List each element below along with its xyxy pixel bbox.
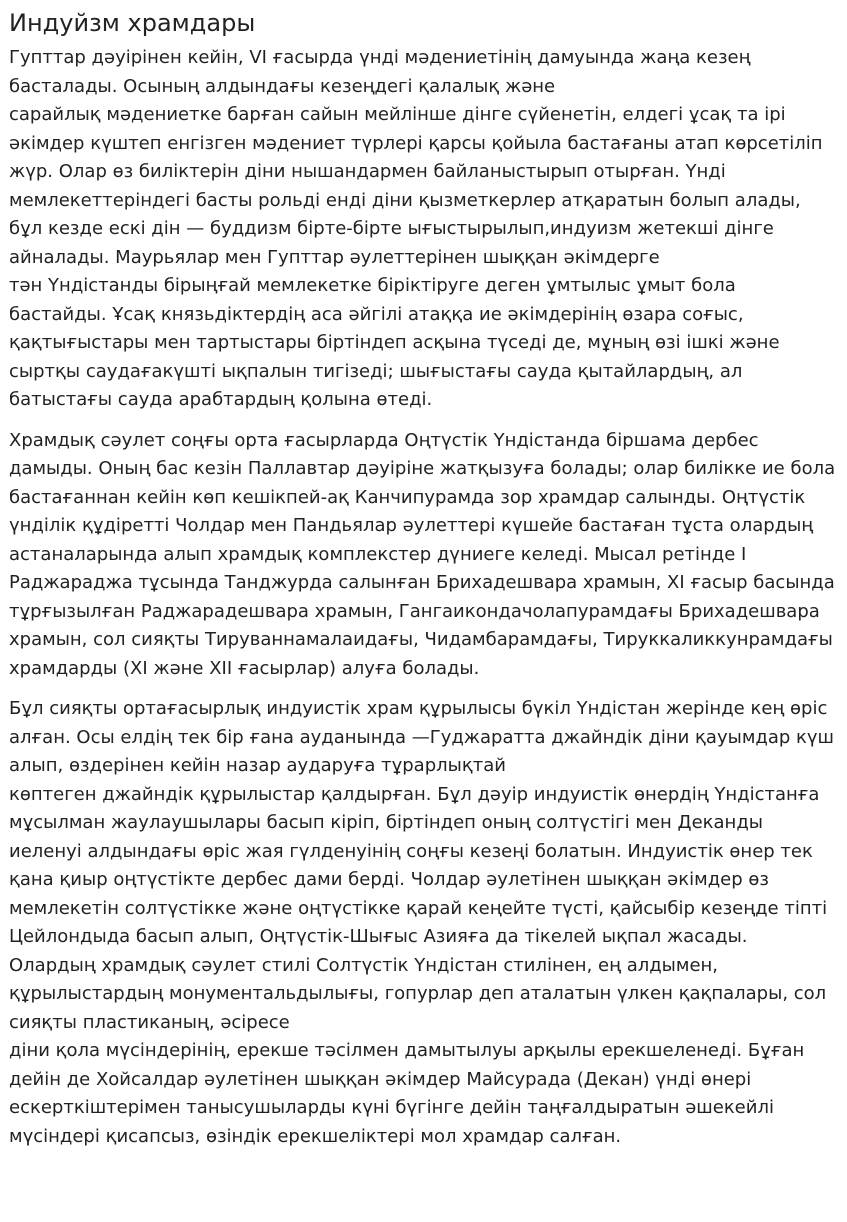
article-title: Индуйзм храмдары: [9, 9, 256, 37]
paragraph-3: Бұл сияқты ортағасырлық индуистік храм құрылысы бүкіл Үндістан жерінде кең өріс алған. Осы елдің тек бір ғана ауданында —Гуджаратта джайндік діни қауымдар күш алып, өздерінен кейін назар аударуға тұрарлықтай көптеген джайндік құрылыстар қалдырған. Бұл дәуір индуистік өнердің Үндістанға мұсылман жаулаушылары басып кіріп, біртіндеп оның солтүстігі мен Деканды иеленуі алдындағы өріс жая гүлденуінің соңғы кезеңі болатын. Индуистік өнер тек қана қиыр оңтүстікте дербес дами берді. Чолдар әулетінен шыққан әкімдер өз мемлекетін солтүстікке және оңтүстікке қарай кеңейте түсті, қайсыбір кезеңде тіпті Цейлондыда басып алып, Оңтүстік-Шығыс Азияға да тікелей ықпал жасады. Олардың храмдық сәулет стилі Солтүстік Үндістан стилінен, ең алдымен, құрылыстардың монументальдылығы, гопурлар деп аталатын үлкен қақпалары, сол сияқты пластиканың, әсіресе діни қола мүсіндерінің, ерекше тәсілмен дамытылуы арқылы ерекшеленеді. Бұған дейін де Хойсалдар әулетінен шыққан әкімдер Майсурада (Декан) үнді өнері ескерткіштерімен танысушыларды күні бүгінге дейін таңғалдыратын әшекейлі мүсіндері қисапсыз, өзіндік ерекшеліктері мол храмдар салған.: [9, 698, 835, 1147]
paragraph-1: Гупттар дәуірінен кейін, VI ғасырда үнді мәдениетінің дамуында жаңа кезең басталады. Осының алдындағы кезеңдегі қалалық және сарайлық мәдениетке барған сайын мейлінше дінге сүйенетін, елдегі ұсақ та ірі әкімдер күштеп енгізген мәдениет түрлері қарсы қойыла бастағаны атап көрсетіліп жүр. Олар өз биліктерін діни нышандармен байланыстырып отырған. Үнді мемлекеттеріндегі басты рольді енді діни қызметкерлер атқаратын болып алады, бұл кезде ескі дін — буддизм бірте-бірте ығыстырылып,индуизм жетекші дінге айналады. Маурьялар мен Гупттар әулеттерінен шыққан әкімдерге тән Үндістанды бірыңғай мемлекетке біріктіруге деген ұмтылыс ұмыт бола бастайды. Ұсақ князьдіктердің аса әйгілі атаққа ие әкімдерінің өзара соғыс, қақтығыстары мен тартыстары біртіндеп асқына түседі де, мұның өзі ішкі және сыртқы саудағакүшті ықпалын тигізеді; шығыстағы сауда қытайлардың, ал батыстағы сауда арабтардың қолына өтеді.: [9, 47, 823, 410]
paragraph-2: Храмдық сәулет соңғы орта ғасырларда Оңтүстік Үндістанда біршама дербес дамыды. Оның бас кезін Паллавтар дәуіріне жатқызуға болады; олар билікке ие бола бастағаннан кейін көп кешікпей-ақ Канчипурамда зор храмдар салынды. Оңтүстік үнділік құдіретті Чолдар мен Пандьялар әулеттері күшейе бастаған тұста олардың астаналарында алып храмдық комплекстер дүниеге келеді. Мысал ретінде I Раджараджа тұсында Танджурда салынған Брихадешвара храмын, XI ғасыр басында тұрғызылған Раджарадешвара храмын, Гангаикондачолапурамдағы Брихадешвара храмын, сол сияқты Тируваннамалаидағы, Чидамбарамдағы, Тируккаликкунрамдағы храмдарды (XI және XII ғасырлар) алуға болады.: [9, 429, 836, 679]
